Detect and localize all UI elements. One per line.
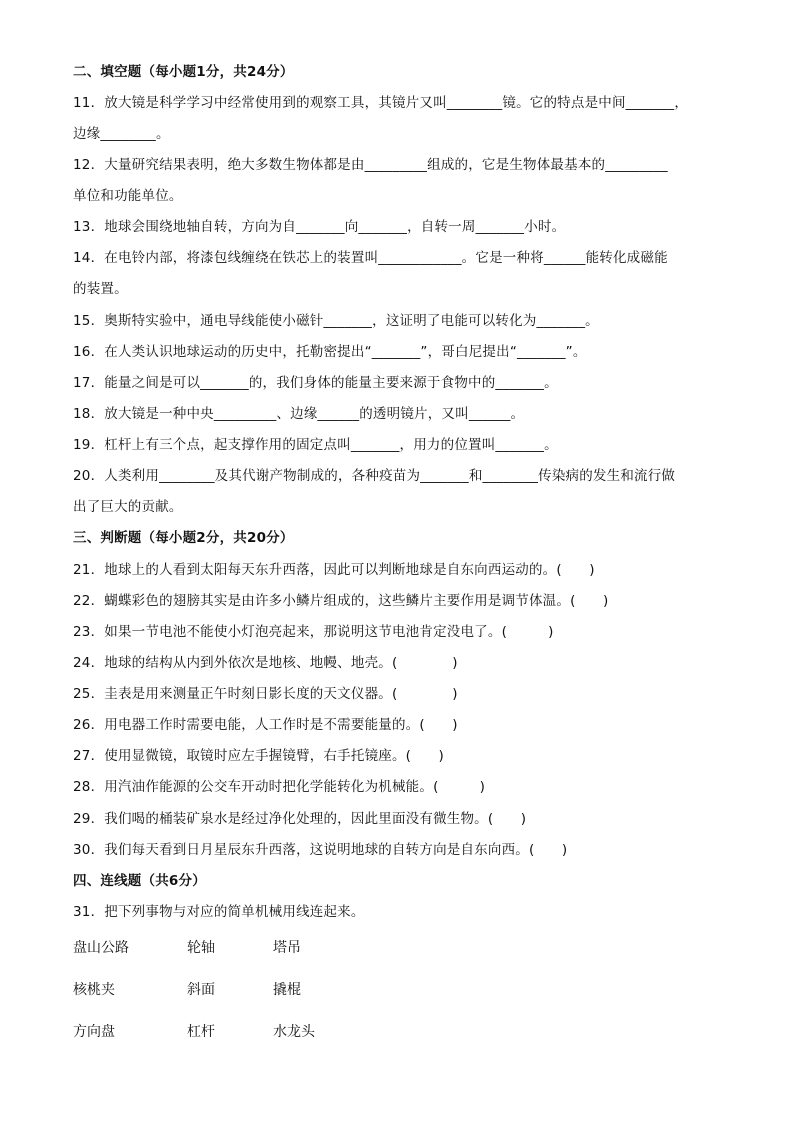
q16-line: 16．在人类认识地球运动的历史中，托勒密提出“_______”，哥白尼提出“_______”。 xyxy=(73,344,587,360)
q22-line: 22．蝴蝶彩色的翅膀其实是由许多小鳞片组成的，这些鳞片主要作用是调节体温。( ) xyxy=(73,593,609,609)
match-item-left-3[interactable]: 方向盘 xyxy=(73,1024,115,1040)
q11-line1: 11．放大镜是科学学习中经常使用到的观察工具，其镜片又叫________镜。它的特点是中间_______， xyxy=(73,95,689,111)
q14-line2: 的装置。 xyxy=(73,281,128,297)
match-item-right-2[interactable]: 撬棍 xyxy=(273,982,301,998)
q26-line: 26．用电器工作时需要电能，人工作时是不需要能量的。( ) xyxy=(73,717,458,733)
q19-line: 19．杠杆上有三个点，起支撑作用的固定点叫_______，用力的位置叫_______。 xyxy=(73,437,558,453)
section-4-title: 四、连线题（共6分） xyxy=(73,873,206,889)
match-item-left-2[interactable]: 核桃夹 xyxy=(73,982,115,998)
q14-line1: 14．在电铃内部，将漆包线缠绕在铁芯上的装置叫____________。它是一种将______能转化成磁能 xyxy=(73,250,668,266)
q24-line: 24．地球的结构从内到外依次是地核、地幔、地壳。( ) xyxy=(73,655,458,671)
q15-line: 15．奥斯特实验中，通电导线能使小磁针_______，这证明了电能可以转化为_______。 xyxy=(73,313,599,329)
match-item-middle-3[interactable]: 杠杆 xyxy=(187,1024,215,1040)
q21-line: 21．地球上的人看到太阳每天东升西落，因此可以判断地球是自东向西运动的。( ) xyxy=(73,562,595,578)
q17-line: 17．能量之间是可以_______的，我们身体的能量主要来源于食物中的_______。 xyxy=(73,375,558,391)
q30-line: 30．我们每天看到日月星辰东升西落，这说明地球的自转方向是自东向西。( ) xyxy=(73,842,568,858)
q12-line2: 单位和功能单位。 xyxy=(73,188,183,204)
q28-line: 28．用汽油作能源的公交车开动时把化学能转化为机械能。( ) xyxy=(73,779,486,795)
section-3-title: 三、判断题（每小题2分，共20分） xyxy=(73,530,294,546)
q20-line1: 20．人类利用________及其代谢产物制成的，各种疫苗为_______和________传染病的发生和流行做 xyxy=(73,468,676,484)
match-item-right-3[interactable]: 水龙头 xyxy=(273,1024,315,1040)
q12-line1: 12．大量研究结果表明，绝大多数生物体都是由_________组成的，它是生物体最基本的_________ xyxy=(73,157,668,173)
match-item-middle-1[interactable]: 轮轴 xyxy=(187,940,215,956)
q29-line: 29．我们喝的桶装矿泉水是经过净化处理的，因此里面没有微生物。( ) xyxy=(73,811,527,827)
section-2-title: 二、填空题（每小题1分，共24分） xyxy=(73,64,294,80)
q27-line: 27．使用显微镜，取镜时应左手握镜臂，右手托镜座。( ) xyxy=(73,748,445,764)
q25-line: 25．圭表是用来测量正午时刻日影长度的天文仪器。( ) xyxy=(73,686,458,702)
q11-line2: 边缘________。 xyxy=(73,126,170,142)
match-item-middle-2[interactable]: 斜面 xyxy=(187,982,215,998)
match-item-left-1[interactable]: 盘山公路 xyxy=(73,940,129,956)
q13-line: 13．地球会围绕地轴自转，方向为自_______向_______，自转一周_______小时。 xyxy=(73,219,566,235)
q20-line2: 出了巨大的贡献。 xyxy=(73,499,183,515)
q18-line: 18．放大镜是一种中央_________、边缘______的透明镜片，又叫______。 xyxy=(73,406,525,422)
match-item-right-1[interactable]: 塔吊 xyxy=(273,940,301,956)
q23-line: 23．如果一节电池不能使小灯泡亮起来，那说明这节电池肯定没电了。( ) xyxy=(73,624,554,640)
q31-line: 31．把下列事物与对应的简单机械用线连起来。 xyxy=(73,904,365,920)
